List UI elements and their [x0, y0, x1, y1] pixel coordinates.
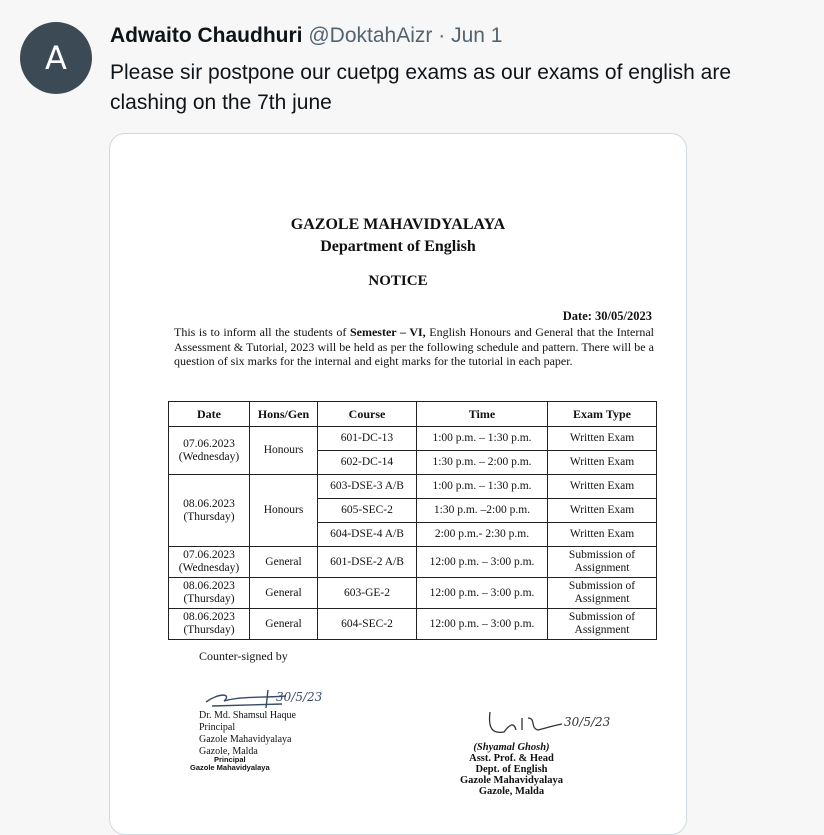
- time-cell: 2:00 p.m.- 2:30 p.m.: [417, 523, 548, 547]
- time-cell: 1:00 p.m. – 1:30 p.m.: [417, 475, 548, 499]
- table-row: [169, 609, 657, 640]
- date-cell: 07.06.2023 (Wednesday): [169, 427, 250, 475]
- time-cell: 1:30 p.m. –2:00 p.m.: [417, 499, 548, 523]
- tweet-text: Please sir postpone our cuetpg exams as our exams of english are clashing on the 7th june: [110, 61, 732, 114]
- course-cell: 603-GE-2: [318, 578, 417, 609]
- head-title: Asst. Prof. & Head: [469, 753, 554, 764]
- separator-dot: ·: [438, 24, 446, 47]
- principal-title: Principal: [199, 722, 236, 733]
- time-cell: 12:00 p.m. – 3:00 p.m.: [417, 547, 548, 578]
- time-cell: 1:30 p.m. – 2:00 p.m.: [417, 451, 548, 475]
- course-cell: 601-DC-13: [318, 427, 417, 451]
- exam-type-cell: Submission of Assignment: [548, 547, 657, 578]
- date-cell: 08.06.2023 (Thursday): [169, 578, 250, 609]
- type-cell: General: [250, 609, 318, 640]
- display-name[interactable]: Adwaito Chaudhuri: [110, 24, 303, 47]
- schedule-table: [168, 401, 657, 640]
- column-header: Hons/Gen: [250, 402, 318, 427]
- principal-name: Dr. Md. Shamsul Haque: [199, 710, 296, 721]
- head-block: [460, 742, 563, 797]
- head-place: Gazole, Malda: [478, 786, 545, 797]
- course-cell: 603-DSE-3 A/B: [318, 475, 417, 499]
- exam-type-cell: Written Exam: [548, 451, 657, 475]
- date-cell: 08.06.2023 (Thursday): [169, 475, 250, 547]
- head-college: Gazole Mahavidyalaya: [460, 775, 563, 786]
- course-cell: 602-DC-14: [318, 451, 417, 475]
- head-signature-date: 30/5/23: [564, 715, 611, 729]
- date-cell: 07.06.2023 (Wednesday): [169, 547, 250, 578]
- principal-college: Gazole Mahavidyalaya: [199, 734, 292, 745]
- head-signature: [482, 704, 622, 744]
- type-cell: Honours: [250, 475, 318, 547]
- principal-place: Gazole, Malda: [199, 746, 258, 757]
- column-header: Date: [169, 402, 250, 427]
- notice-date: Date: 30/05/2023: [562, 309, 652, 323]
- tweet-header: [110, 24, 502, 48]
- table-row: [169, 547, 657, 578]
- department-name: Department of English: [320, 238, 476, 255]
- principal-block: [199, 710, 296, 758]
- notice-paragraph: This is to inform all the students of Semester – VI, English Honours and General that the Internal Assessment & Tutorial, 2023 will be held as per the following schedule and pattern. There will be a question of six marks for the internal and eight marks for the tutorial in each paper.: [174, 325, 654, 368]
- head-dept: Dept. of English: [475, 764, 548, 775]
- type-cell: General: [250, 547, 318, 578]
- type-cell: General: [250, 578, 318, 609]
- user-handle[interactable]: @DoktahAizr: [308, 24, 433, 47]
- column-header: Exam Type: [548, 402, 657, 427]
- table-row: [169, 427, 657, 451]
- table-row: [169, 475, 657, 499]
- exam-type-cell: Submission of Assignment: [548, 609, 657, 640]
- principal-signature-date: 30/5/23: [276, 690, 323, 704]
- counter-signed-label: Counter-signed by: [199, 649, 288, 663]
- avatar-letter: A: [45, 39, 67, 77]
- exam-type-cell: Written Exam: [548, 499, 657, 523]
- type-cell: Honours: [250, 427, 318, 475]
- table-row: [169, 578, 657, 609]
- notice-title: NOTICE: [368, 273, 428, 289]
- exam-type-cell: Submission of Assignment: [548, 578, 657, 609]
- notice-document: [110, 134, 686, 834]
- table-header-row: [169, 402, 657, 427]
- course-cell: 601-DSE-2 A/B: [318, 547, 417, 578]
- course-cell: 604-SEC-2: [318, 609, 417, 640]
- head-name: (Shyamal Ghosh): [473, 742, 550, 753]
- principal-seal: Principal Gazole Mahavidyalaya: [190, 755, 270, 772]
- date-cell: 08.06.2023 (Thursday): [169, 609, 250, 640]
- exam-type-cell: Written Exam: [548, 427, 657, 451]
- exam-type-cell: Written Exam: [548, 523, 657, 547]
- college-name: GAZOLE MAHAVIDYALAYA: [290, 216, 506, 233]
- tweet-media-image[interactable]: [109, 133, 687, 835]
- time-cell: 1:00 p.m. – 1:30 p.m.: [417, 427, 548, 451]
- column-header: Course: [318, 402, 417, 427]
- column-header: Time: [417, 402, 548, 427]
- time-cell: 12:00 p.m. – 3:00 p.m.: [417, 609, 548, 640]
- tweet-date[interactable]: Jun 1: [451, 24, 503, 47]
- course-cell: 605-SEC-2: [318, 499, 417, 523]
- time-cell: 12:00 p.m. – 3:00 p.m.: [417, 578, 548, 609]
- exam-type-cell: Written Exam: [548, 475, 657, 499]
- course-cell: 604-DSE-4 A/B: [318, 523, 417, 547]
- avatar[interactable]: [20, 22, 92, 94]
